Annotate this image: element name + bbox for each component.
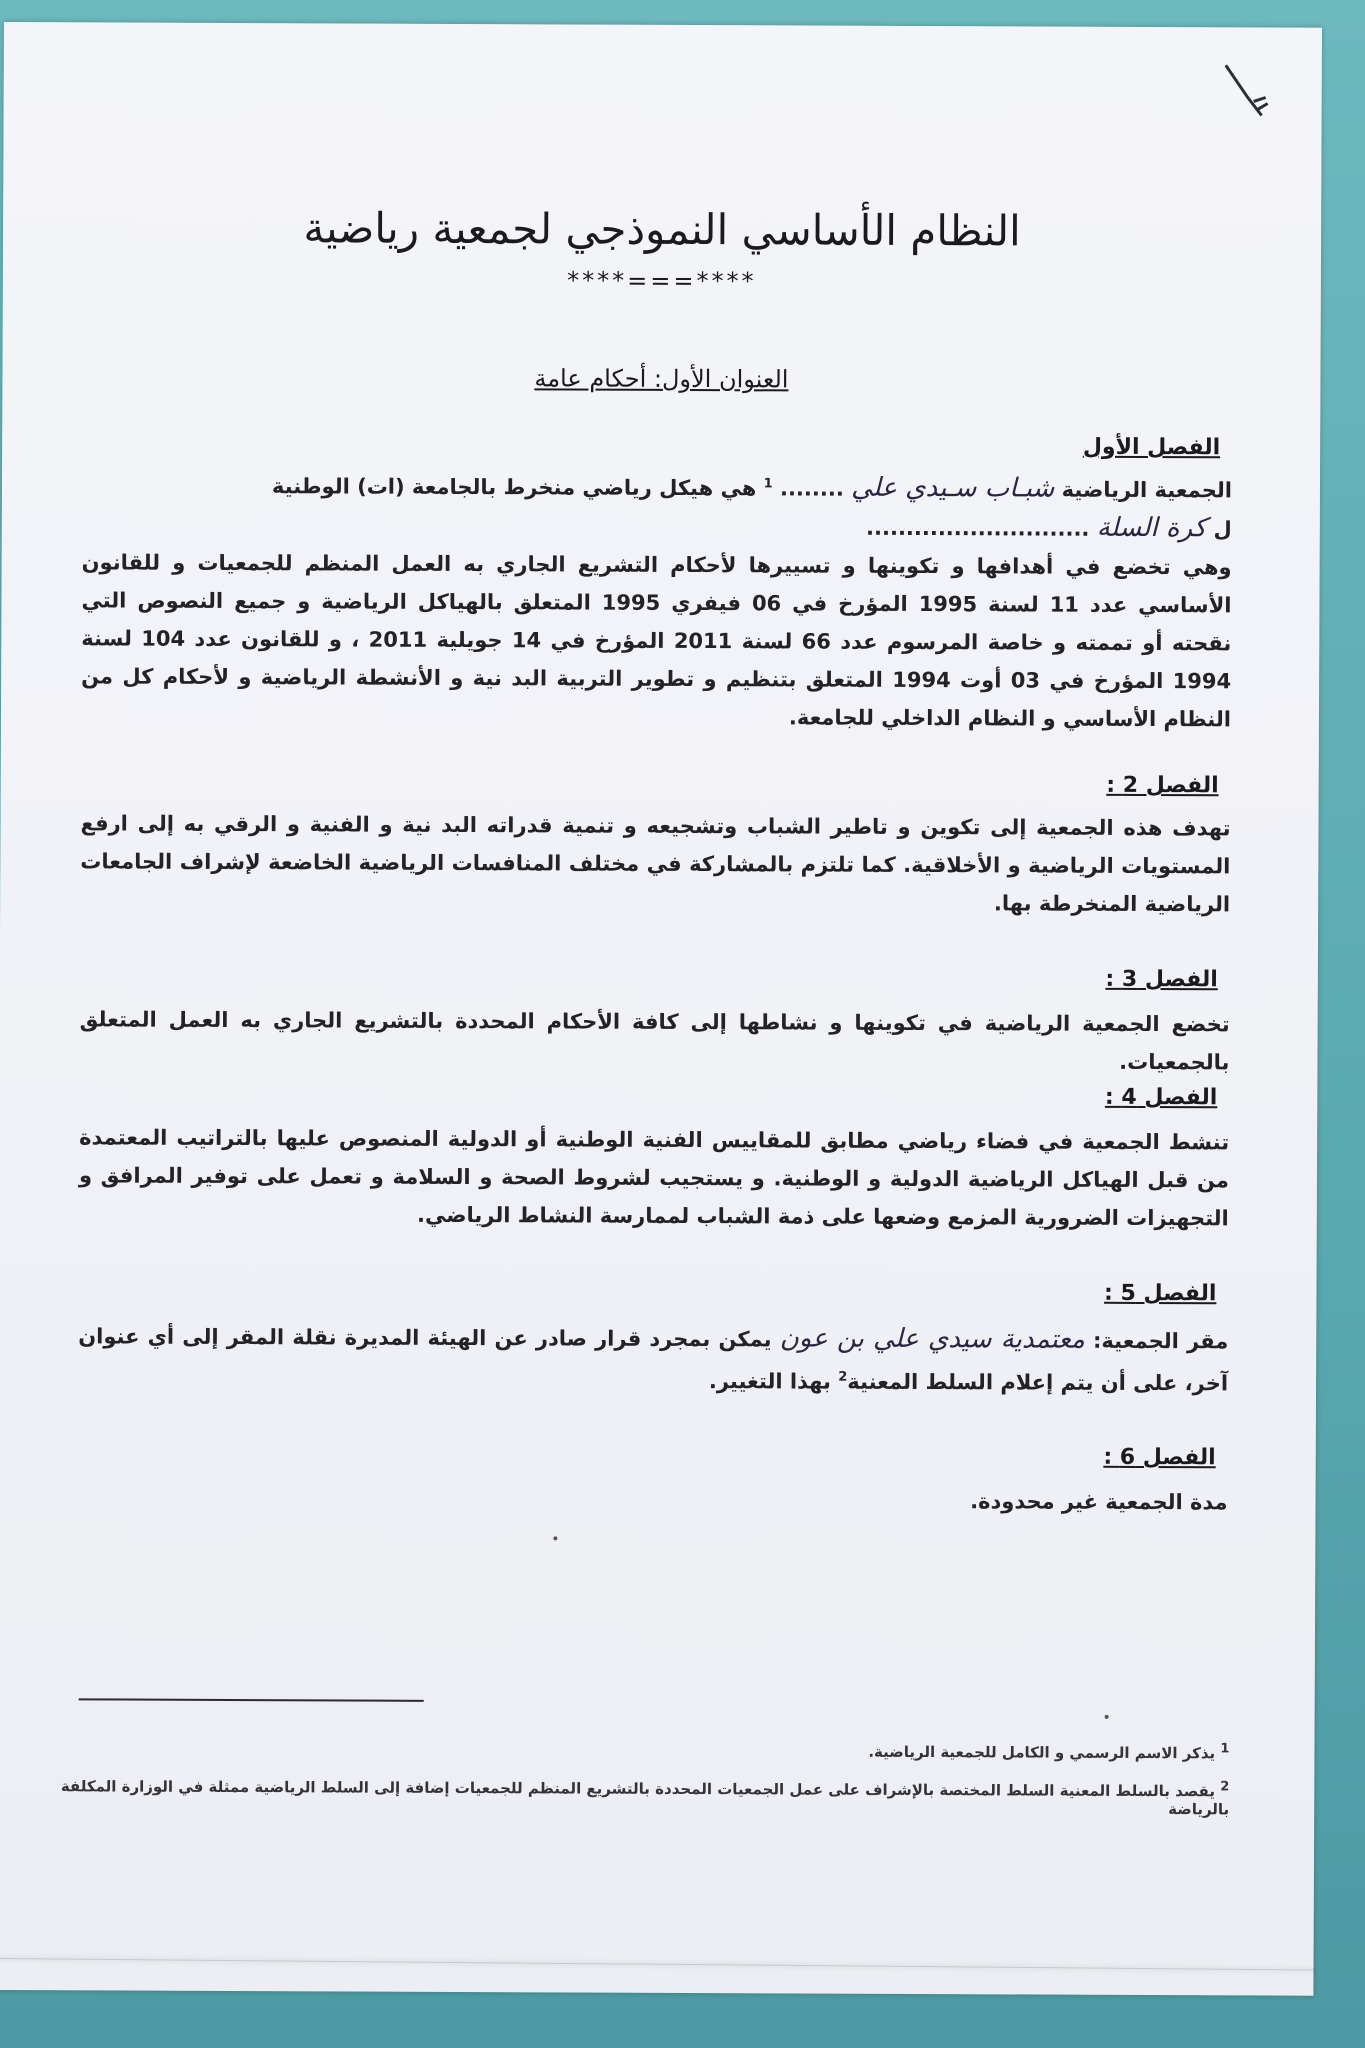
section-3-text: تخضع الجمعية الرياضية في تكوينها و نشاطها إلى كافة الأحكام المحددة بالتشريع الجاري به العمل المتعلق بالجمعيات. bbox=[79, 1007, 1230, 1075]
section-1-line-1: الجمعية الرياضية شبـاب سـيدي علي ........ $^1$ هي هيكل رياضي منخرط بالجامعة (ات) الوطنية bbox=[271, 472, 1233, 504]
section-5-body bbox=[78, 1316, 1228, 1402]
section-1-text: وهي تخضع في أهدافها و تكوينها و تسييرها لأحكام التشريع الجاري به العمل المنظم للجمعيات و للقانون الأساسي عدد 11 لسنة 1995 المؤرخ في 06 فيفري 1995 المتعلق بالهياكل الرياضية و جميع النصوص التي نقحته أو تممته و خاصة المرسوم عدد 66 لسنة 2011 المؤرخ في 14 جويلية 2011 ، و للقانون عدد 104 لسنة 1994 المؤرخ في 03 أوت 1994 المتعلق بتنظيم و تطوير التربية البد نية و الأنشطة الرياضية و لأحكام كل من النظام الأساسي و النظام الداخلي للجامعة. bbox=[81, 550, 1232, 732]
footnote-separator bbox=[79, 1698, 424, 1702]
section-2-heading: الفصل 2 : bbox=[1106, 772, 1219, 799]
paper-speck bbox=[553, 1536, 557, 1540]
section-6-text: مدة الجمعية غير محدودة. bbox=[970, 1489, 1228, 1515]
handwritten-federation: كرة السلة bbox=[1096, 512, 1207, 544]
title-ornament: ****===**** bbox=[567, 266, 757, 296]
section-1-line2-prefix: ل bbox=[1213, 517, 1232, 542]
footnote-ref-1: 1 bbox=[763, 476, 773, 492]
section-1-heading: الفصل الأول bbox=[1082, 434, 1221, 461]
section-1-middle: هي هيكل رياضي منخرط بالجامعة (ات) الوطنية bbox=[271, 474, 757, 501]
document-page bbox=[0, 22, 1322, 1996]
section-4-heading: الفصل 4 : bbox=[1104, 1084, 1218, 1111]
footnote-ref-2: 2 bbox=[838, 1369, 848, 1385]
footnote-1-mark: 1 bbox=[1220, 1741, 1230, 1757]
section-6-heading: الفصل 6 : bbox=[1103, 1444, 1216, 1471]
paper-speck bbox=[1105, 1715, 1109, 1719]
footnote-1 bbox=[868, 1740, 1229, 1763]
document-title: النظام الأساسي النموذجي لجمعية رياضية bbox=[303, 203, 1021, 256]
section-1-line-2: ل كرة السلة ............................ bbox=[866, 512, 1232, 544]
section-5-tail: بهذا التغيير. bbox=[708, 1369, 832, 1394]
part-heading: العنوان الأول: أحكام عامة bbox=[534, 364, 789, 394]
footnote-2-mark: 2 bbox=[1220, 1779, 1230, 1795]
footnote-1-text: يذكر الاسم الرسمي و الكامل للجمعية الرياضية. bbox=[868, 1742, 1216, 1763]
section-3-heading: الفصل 3 : bbox=[1105, 966, 1218, 993]
section-5-rest: يمكن بمجرد قرار صادر عن الهيئة المديرة نقلة المقر إلى أي عنوان آخر، على أن يتم إعلام السلط المعنية bbox=[78, 1324, 1229, 1396]
section-1-intro: الجمعية الرياضية bbox=[1061, 477, 1233, 503]
footnote-2 bbox=[19, 1774, 1229, 1818]
section-4-text: تنشط الجمعية في فضاء رياضي مطابق للمقاييس الفنية الوطنية أو الدولية المنصوص عليها بالتراتيب المعتمدة من قبل الهياكل الرياضية الدولية و الوطنية. و يستجيب لشروط الصحة و السلامة و تعمل على توفير المرافق و التجهيزات الضرورية المزمع وضعها على ذمة الشباب لممارسة النشاط الرياضي. bbox=[78, 1125, 1230, 1231]
section-1-body bbox=[81, 462, 1232, 738]
section-2-text: تهدف هذه الجمعية إلى تكوين و تاطير الشباب وتشجيعه و تنمية قدراته البد نية و الفنية و الرقي به إلى ارفع المستويات الرياضية و الأخلاقية. كما تلتزم بالمشاركة في مختلف المنافسات الرياضية الخاضعة لإشراف الجامعات الرياضية المنخرطة بها. bbox=[80, 811, 1231, 917]
handwritten-seat-address: معتمدية سيدي علي بن عون bbox=[779, 1323, 1085, 1355]
section-5-heading: الفصل 5 : bbox=[1104, 1280, 1217, 1307]
footnote-2-text: يقصد بالسلط المعنية السلط المختصة بالإشراف على عمل الجمعيات المحددة بالتشريع المنظم للجمعيات إضافة إلى السلط الرياضية ممثلة في الوزارة المكلفة بالرياضة bbox=[60, 1777, 1230, 1819]
section-5-prefix: مقر الجمعية: bbox=[1093, 1328, 1229, 1354]
handwritten-club-name: شبـاب سـيدي علي bbox=[851, 472, 1055, 504]
document-content bbox=[0, 22, 1322, 1996]
